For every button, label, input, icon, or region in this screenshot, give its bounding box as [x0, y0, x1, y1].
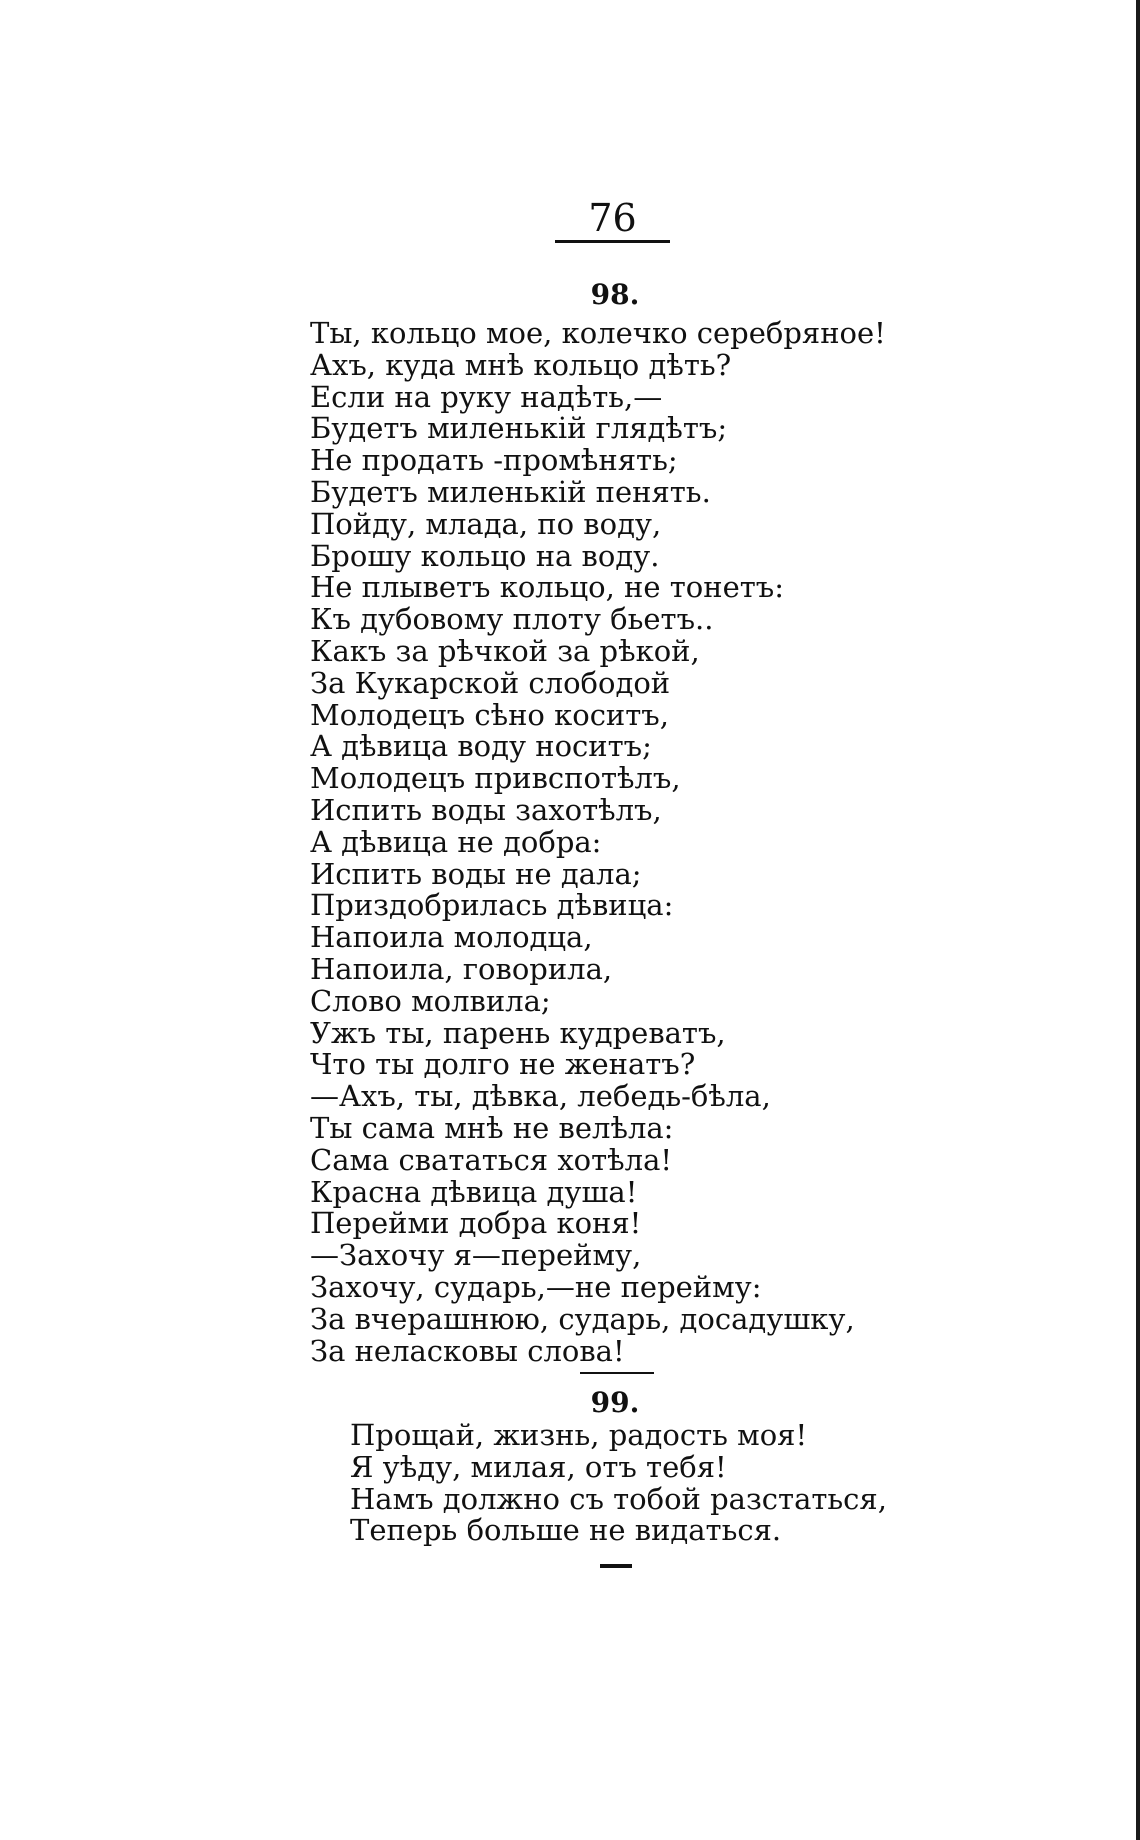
page-number: 76	[588, 196, 637, 240]
verse-line: Приздобрилась дѣвица:	[310, 888, 674, 923]
verse-line: Не плыветъ кольцо, не тонетъ:	[310, 570, 785, 605]
verse-line: За неласковы слова!	[310, 1333, 625, 1368]
verse-line: Брошу кольцо на воду.	[310, 538, 660, 573]
verse-line: Ты сама мнѣ не велѣла:	[310, 1110, 674, 1145]
poem-separator-rule	[580, 1372, 654, 1374]
verse-line: Ахъ, куда мнѣ кольцо дѣть?	[310, 347, 732, 382]
verse-line: Будетъ миленькій пенять.	[310, 474, 711, 509]
poem-99-number: 99.	[590, 1386, 640, 1419]
verse-line: Испить воды захотѣлъ,	[310, 792, 662, 827]
verse-line: Намъ должно съ тобой разстаться,	[350, 1481, 887, 1516]
verse-line: А дѣвица воду носитъ;	[310, 729, 652, 764]
verse-line: Ты, кольцо мое, колечко серебряное!	[310, 316, 886, 350]
verse-line: Сама свататься хотѣла!	[310, 1142, 673, 1177]
verse-line: За вчерашнюю, сударь, досадушку,	[310, 1301, 855, 1336]
verse-line: Напоила молодца,	[310, 920, 593, 955]
verse-line: Я уѣду, милая, отъ тебя!	[350, 1449, 727, 1484]
verse-line: Теперь больше не видаться.	[350, 1513, 782, 1548]
verse-line: Не продать -промѣнять;	[310, 443, 678, 478]
verse-line: За Кукарской слободой	[310, 665, 671, 700]
poem-98-number: 98.	[590, 278, 640, 311]
verse-line: Если на руку надѣть,—	[310, 379, 663, 414]
page-edge-shadow	[1136, 0, 1140, 1840]
verse-line: Захочу, сударь,—не перейму:	[310, 1269, 762, 1304]
poem-98-text	[310, 318, 910, 1367]
page-number-rule	[555, 240, 670, 243]
verse-line: Красна дѣвица душа!	[310, 1174, 638, 1209]
verse-line: А дѣвица не добра:	[310, 824, 602, 859]
verse-line: Какъ за рѣчкой за рѣкой,	[310, 633, 700, 668]
verse-line: Перейми добра коня!	[310, 1206, 642, 1241]
verse-line: Что ты долго не женатъ?	[310, 1047, 696, 1082]
verse-line: Молодецъ привспотѣлъ,	[310, 761, 681, 796]
poem-99-text	[350, 1420, 910, 1547]
verse-line: Пойду, млада, по воду,	[310, 506, 662, 541]
verse-line: Ужъ ты, парень кудреватъ,	[310, 1015, 726, 1050]
verse-line: Будетъ миленькій глядѣтъ;	[310, 411, 728, 446]
verse-line: Испить воды не дала;	[310, 856, 642, 891]
verse-line: Напоила, говорила,	[310, 951, 613, 986]
verse-line: Къ дубовому плоту бьетъ..	[310, 602, 714, 637]
verse-line: Прощай, жизнь, радость моя!	[350, 1418, 808, 1452]
verse-line: —Ахъ, ты, дѣвка, лебедь-бѣла,	[310, 1079, 771, 1114]
verse-line: Слово молвила;	[310, 983, 551, 1018]
verse-line: Молодецъ сѣно коситъ,	[310, 697, 669, 732]
verse-line: —Захочу я—перейму,	[310, 1238, 642, 1273]
end-rule	[600, 1564, 632, 1568]
